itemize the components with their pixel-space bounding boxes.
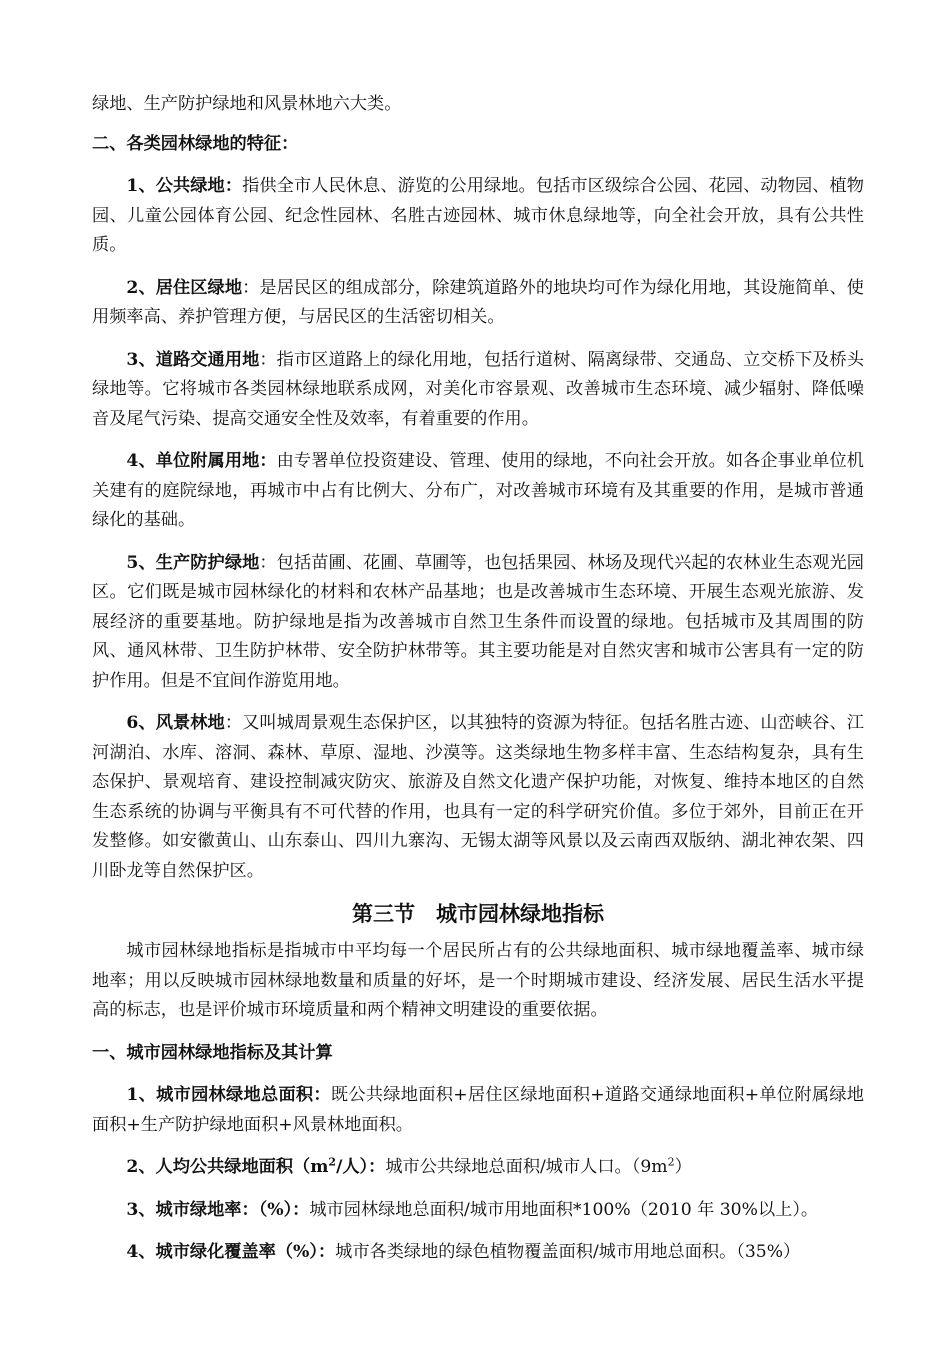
metric-label-post: /人）： [336,1157,386,1177]
metric-label: 4、城市绿化覆盖率（%）： [126,1242,336,1262]
item-road-greenspace [92,346,864,435]
item-text: ：指市区道路上的绿化用地，包括行道树、隔离绿带、交通岛、立交桥下及桥头绿地等。它将城市各类园林绿地联系成网，对美化市容景观、改善城市生态环境、减少辐射、降低噪音及尾气污染、提高交通安全性及效率，有着重要的作用。 [92,349,864,429]
heading-calculation: 一、城市园林绿地指标及其计算 [92,1042,333,1063]
item-label: 6、风景林地 [126,713,225,733]
metric-green-ratio [92,1196,864,1226]
item-text: ：是居民区的组成部分，除建筑道路外的地块均可作为绿化用地，其设施简单、使用频率高、养护管理方便，与居民区的生活密切相关。 [92,277,864,327]
item-text: 指供全市人民休息、游览的公用绿地。包括市区级综合公园、花园、动物园、植物园、儿童公园体育公园、纪念性园林、名胜古迹园林、城市休息绿地等，向全社会开放，具有公共性质。 [92,176,864,255]
metric-label: 1、城市园林绿地总面积： [126,1085,331,1105]
heading-features: 二、各类园林绿地的特征： [92,133,299,154]
metric-text-sup: 2 [667,1155,675,1169]
section-title: 第三节 城市园林绿地指标 [352,901,604,926]
item-label: 2、居住区绿地 [126,277,243,298]
item-label: 4、单位附属用地： [126,451,277,471]
section-intro: 城市园林绿地指标是指城市中平均每一个居民所占有的公共绿地面积、城市绿地覆盖率、城市绿地率；用以反映城市园林绿地数量和质量的好坏，是一个时期城市建设、经济发展、居民生活水平提高的标志，也是评价城市环境质量和两个精神文明建设的重要依据。 [92,941,864,1020]
item-text: ：包括苗圃、花圃、草圃等，也包括果园、林场及现代兴起的农林业生态观光园区。它们既是城市园林绿化的材料和农林产品基地；也是改善城市生态环境、开展生态观光旅游、发展经济的重要基地。防护绿地是指为改善城市自然卫生条件而设置的绿地。包括城市及其周围的防风、通风林带、卫生防护林带、安全防护林带等。其主要功能是对自然灾害和城市公害具有一定的防护作用。但是不宜间作游览用地。 [92,552,864,691]
metric-text: 城市园林绿地总面积/城市用地面积*100%（2010 年 30%以上）。 [309,1199,819,1220]
item-label: 3、道路交通用地 [126,349,260,370]
metric-coverage-ratio [92,1238,864,1268]
metric-total-area [92,1081,864,1140]
item-residential-greenspace [92,274,864,333]
item-public-greenspace [92,172,864,261]
item-text: 由专署单位投资建设、管理、使用的绿地，不向社会开放。如各企事业单位机关建有的庭院绿地，再城市中占有比例大、分布广，对改善城市环境有及其重要的作用，是城市普通绿化的基础。 [92,451,864,530]
metric-text-post: ） [674,1157,692,1177]
metric-text [385,1157,691,1177]
item-protective-greenspace [92,549,864,697]
metric-label [126,1157,385,1177]
metric-text: 既公共绿地面积+居住区绿地面积+道路交通绿地面积+单位附属绿地面积+生产防护绿地面积+风景林地面积。 [92,1085,864,1135]
item-label: 1、公共绿地： [126,176,243,196]
metric-label-sup: 2 [328,1155,337,1169]
item-affiliated-greenspace [92,447,864,536]
item-label: 5、生产防护绿地 [126,552,260,573]
metric-text: 城市各类绿地的绿色植物覆盖面积/城市用地总面积。（35%） [335,1242,801,1262]
metric-label: 3、城市绿地率：（%）： [126,1199,310,1220]
item-scenic-forest [92,709,864,886]
metric-label-pre: 2、人均公共绿地面积（m [126,1157,329,1177]
intro-tail: 绿地、生产防护绿地和风景林地六大类。 [92,94,402,114]
item-text: ：又叫城周景观生态保护区，以其独特的资源为特征。包括名胜古迹、山峦峡谷、江河湖泊、水库、溶洞、森林、草原、湿地、沙漠等。这类绿地生物多样丰富、生态结构复杂，具有生态保护、景观培育、建设控制减灾防灾、旅游及自然文化遗产保护功能，对恢复、维持本地区的自然生态系统的协调与平衡具有不可代替的作用，也具有一定的科学研究价值。多位于郊外，目前正在开发整修。如安徽黄山、山东泰山、四川九寨沟、无锡太湖等风景以及云南西双版纳、湖北神农架、四川卧龙等自然保护区。 [92,713,864,881]
metric-per-capita [92,1153,864,1183]
metric-text-pre: 城市公共绿地总面积/城市人口。（9m [385,1157,668,1177]
